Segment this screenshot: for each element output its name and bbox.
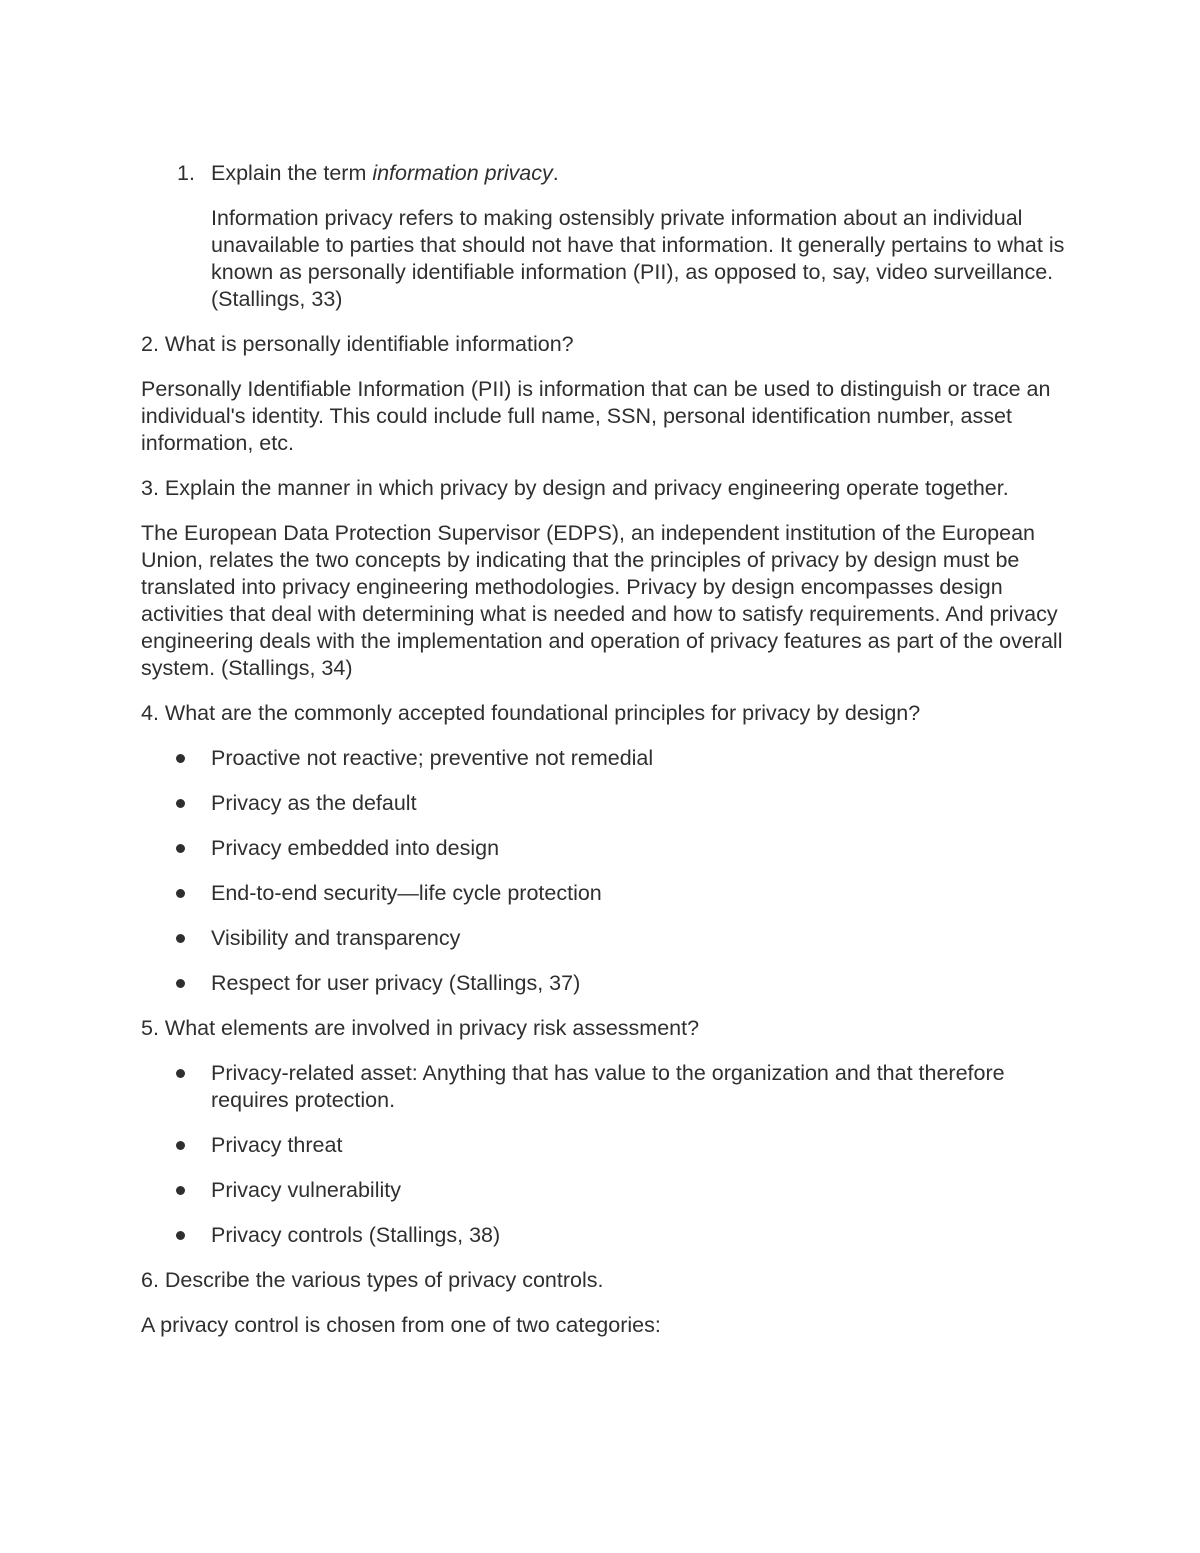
list-item-text: Privacy-related asset: Anything that has value to the organization and that therefore requires protection. [211,1061,1005,1112]
bullet-icon [176,1231,185,1240]
list-item [141,835,1071,862]
list-item [141,925,1071,952]
list-item [141,1132,1071,1159]
question-2: 2. What is personally identifiable information? [141,332,574,356]
question-1-italic-term: information privacy [372,161,553,185]
question-1-prefix: Explain the term [211,161,373,185]
question-3: 3. Explain the manner in which privacy by design and privacy engineering operate together. [141,476,1009,500]
answer-6: A privacy control is chosen from one of two categories: [141,1313,661,1337]
bullet-icon [176,1141,185,1150]
list-item [141,1060,1071,1114]
list-item [141,745,1071,772]
list-item-text: Respect for user privacy (Stallings, 37) [211,971,581,995]
question-4: 4. What are the commonly accepted foundational principles for privacy by design? [141,701,921,725]
bullet-icon [176,754,185,763]
list-item-text: Proactive not reactive; preventive not remedial [211,746,654,770]
list-item [141,790,1071,817]
list-item-text: End-to-end security—life cycle protection [211,881,602,905]
answer-1: Information privacy refers to making ostensibly private information about an individual unavailable to parties that should not have that information. It generally pertains to what is known as personally identifiable information (PII), as opposed to, say, video surveillance. (Stallings, 33) [211,206,1065,311]
list-item-text: Privacy vulnerability [211,1178,401,1202]
answer-2: Personally Identifiable Information (PII) is information that can be used to distinguish or trace an individual's identity. This could include full name, SSN, personal identification number, asset information, etc. [141,377,1051,455]
list-item-text: Privacy threat [211,1133,343,1157]
document-page [141,160,1071,1357]
bullet-icon [176,844,185,853]
list-item-text: Privacy controls (Stallings, 38) [211,1223,501,1247]
bullet-icon [176,979,185,988]
principles-list [141,745,1071,997]
bullet-icon [176,799,185,808]
bullet-icon [176,889,185,898]
risk-elements-list [141,1060,1071,1249]
list-item [141,880,1071,907]
list-item [141,1222,1071,1249]
bullet-icon [176,1069,185,1078]
list-item [141,1177,1071,1204]
question-5: 5. What elements are involved in privacy risk assessment? [141,1016,700,1040]
bullet-icon [176,1186,185,1195]
list-item-text: Privacy as the default [211,791,417,815]
answer-3: The European Data Protection Supervisor (EDPS), an independent institution of the European Union, relates the two concepts by indicating that the principles of privacy by design must be translated into privacy engineering methodologies. Privacy by design encompasses design activities that deal with determining what is needed and how to satisfy requirements. And privacy engineering deals with the implementation and operation of privacy features as part of the overall system. (Stallings, 34) [141,521,1063,680]
question-1-suffix: . [552,161,559,185]
question-6: 6. Describe the various types of privacy controls. [141,1268,604,1292]
list-item [141,970,1071,997]
question-1 [141,160,1071,187]
question-1-number: 1. [177,161,195,185]
bullet-icon [176,934,185,943]
list-item-text: Visibility and transparency [211,926,461,950]
list-item-text: Privacy embedded into design [211,836,500,860]
